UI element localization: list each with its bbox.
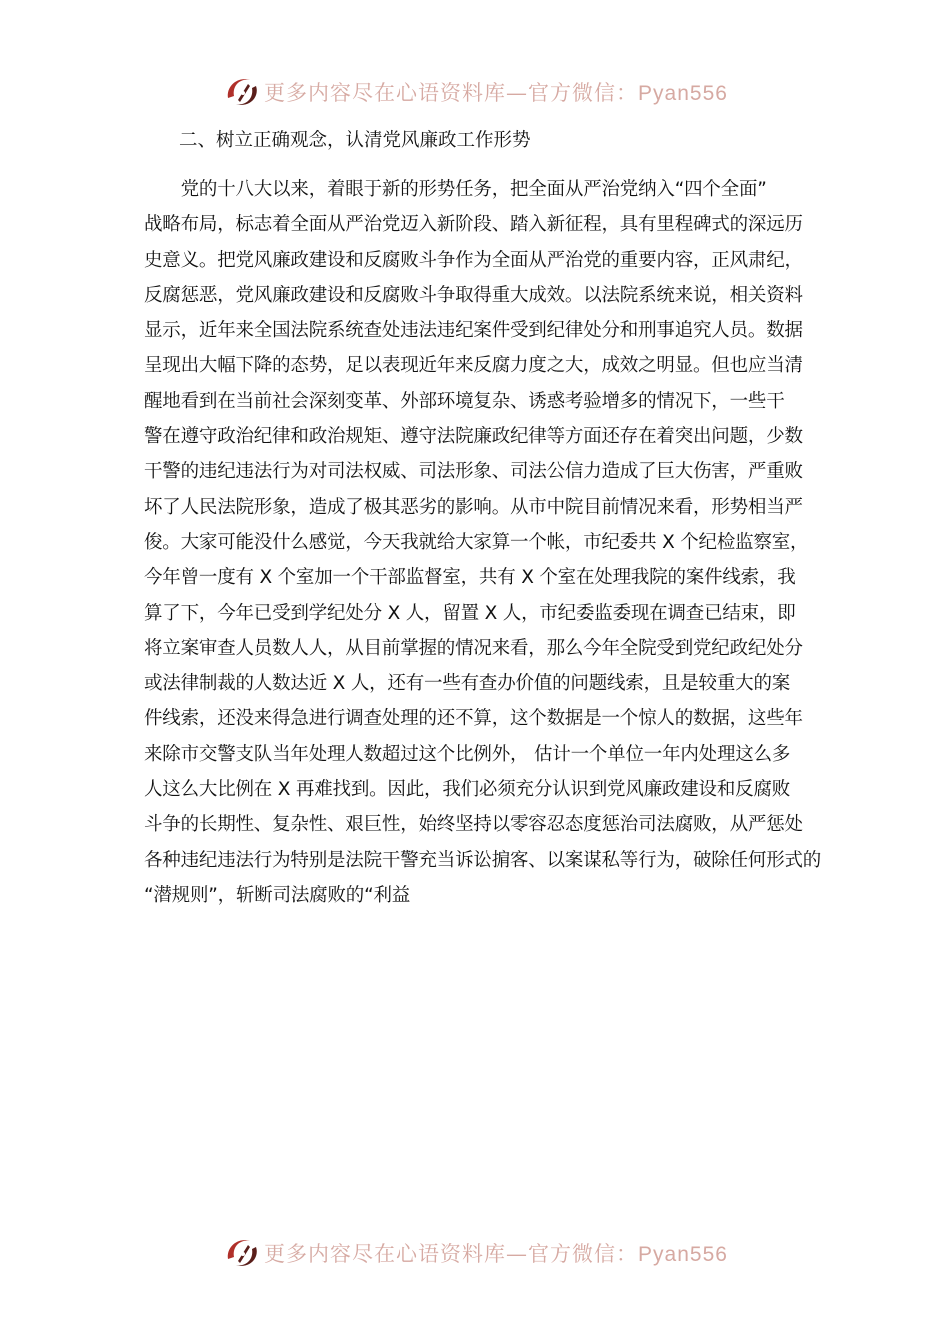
paragraph-line: 俊。大家可能没什么感觉，今天我就给大家算一个帐，市纪委共 X 个纪检监察室， bbox=[144, 531, 809, 553]
paragraph-line: 呈现出大幅下降的态势，足以表现近年来反腐力度之大，成效之明显。但也应当清 bbox=[144, 355, 803, 377]
paragraph-line: 斗争的长期性、复杂性、艰巨性，始终坚持以零容忍态度惩治司法腐败，从严惩处 bbox=[144, 814, 803, 836]
paragraph-line: 将立案审查人员数人人，从目前掌握的情况来看，那么今年全院受到党纪政纪处分 bbox=[144, 637, 803, 659]
paragraph-line: 各种违纪违法行为特别是法院干警充当诉讼掮客、以案谋私等行为，破除任何形式的 bbox=[144, 849, 822, 871]
watermark-footer bbox=[0, 1233, 950, 1273]
paragraph-line: 或法律制裁的人数达近 X 人，还有一些有查办价值的问题线索，且是较重大的案 bbox=[144, 673, 791, 695]
paragraph-line: 人这么大比例在 X 再难找到。因此，我们必须充分认识到党风廉政建设和反腐败 bbox=[144, 779, 791, 801]
section-heading: 二、树立正确观念，认清党风廉政工作形势 bbox=[179, 130, 531, 151]
paragraph-line: 干警的违纪违法行为对司法权威、司法形象、司法公信力造成了巨大伤害，严重败 bbox=[144, 461, 803, 483]
paragraph-line: 来除市交警支队当年处理人数超过这个比例外， 估计一个单位一年内处理这么多 bbox=[144, 743, 791, 765]
pen-nib-logo-icon bbox=[222, 72, 262, 112]
paragraph-line: 件线索，还没来得急进行调查处理的还不算，这个数据是一个惊人的数据，这些年 bbox=[144, 708, 803, 730]
paragraph-line: 反腐惩恶，党风廉政建设和反腐败斗争取得重大成效。以法院系统来说，相关资料 bbox=[144, 284, 803, 306]
body-paragraph bbox=[144, 172, 822, 913]
watermark-header bbox=[0, 72, 950, 112]
paragraph-line: 显示，近年来全国法院系统查处违法违纪案件受到纪律处分和刑事追究人员。数据 bbox=[144, 320, 803, 342]
paragraph-line: 坏了人民法院形象，造成了极其恶劣的影响。从市中院目前情况来看，形势相当严 bbox=[144, 496, 803, 518]
paragraph-line: 史意义。把党风廉政建设和反腐败斗争作为全面从严治党的重要内容，正风肃纪， bbox=[144, 249, 803, 271]
watermark-text: 更多内容尽在心语资料库—官方微信：Pyan556 bbox=[264, 81, 728, 105]
paragraph-line: 醒地看到在当前社会深刻变革、外部环境复杂、诱惑考验增多的情况下，一些干 bbox=[144, 390, 785, 412]
paragraph-line: 警在遵守政治纪律和政治规矩、遵守法院廉政纪律等方面还存在着突出问题，少数 bbox=[144, 426, 803, 448]
pen-nib-logo-icon bbox=[222, 1233, 262, 1273]
paragraph-line: 战略布局，标志着全面从严治党迈入新阶段、踏入新征程，具有里程碑式的深远历 bbox=[144, 214, 803, 236]
watermark-text: 更多内容尽在心语资料库—官方微信：Pyan556 bbox=[264, 1242, 728, 1266]
paragraph-line: “潜规则”，斩断司法腐败的“利益 bbox=[144, 884, 411, 906]
paragraph-line: 今年曾一度有 X 个室加一个干部监督室，共有 X 个室在处理我院的案件线索，我 bbox=[144, 567, 796, 589]
paragraph-line: 党的十八大以来，着眼于新的形势任务，把全面从严治党纳入“四个全面” bbox=[144, 179, 767, 200]
paragraph-line: 算了下，今年已受到学纪处分 X 人，留置 X 人，市纪委监委现在调查已结束，即 bbox=[144, 602, 796, 624]
